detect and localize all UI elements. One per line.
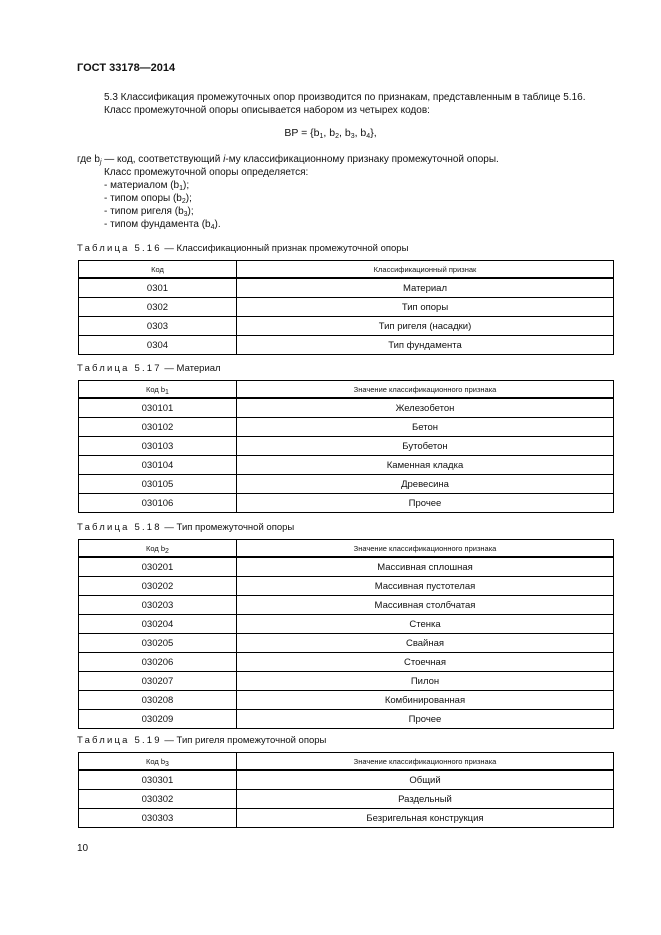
code-cell: 030207 — [79, 672, 237, 691]
code-cell: 030204 — [79, 615, 237, 634]
column-header-code: Код — [79, 261, 237, 279]
value-cell: Массивная пустотелая — [237, 577, 614, 596]
table-caption: Таблица 5.18 — Тип промежуточной опоры — [77, 522, 295, 533]
code-cell: 030105 — [79, 475, 237, 494]
code-cell: 030206 — [79, 653, 237, 672]
classification-table — [78, 260, 614, 355]
value-cell: Массивная столбчатая — [237, 596, 614, 615]
table-row — [79, 634, 614, 653]
code-cell: 0304 — [79, 336, 237, 355]
table-caption: Таблица 5.17 — Материал — [77, 363, 221, 374]
bullet-item: - типом опоры $(b_2)$; — [104, 193, 192, 205]
column-header-value: Значение классификационного признака — [237, 540, 614, 558]
code-cell: 030302 — [79, 790, 237, 809]
bullet-item: - типом фундамента $(b_4)$. — [104, 219, 221, 231]
code-cell: 030203 — [79, 596, 237, 615]
value-cell: Тип опоры — [237, 298, 614, 317]
bullet-item: - типом ригеля $(b_3)$; — [104, 206, 194, 218]
value-cell: Безригельная конструкция — [237, 809, 614, 828]
table-row — [79, 475, 614, 494]
value-cell: Материал — [237, 278, 614, 298]
document-header: ГОСТ 33178—2014 — [77, 62, 176, 74]
code-cell: 030101 — [79, 398, 237, 418]
column-header-value: Значение классификационного признака — [237, 753, 614, 771]
value-cell: Древесина — [237, 475, 614, 494]
code-cell: 030102 — [79, 418, 237, 437]
intro-line-1: 5.3 Классификация промежуточных опор производится по признакам, представленным в таблице 5.16. — [104, 92, 586, 103]
value-cell: Тип фундамента — [237, 336, 614, 355]
table-row — [79, 557, 614, 577]
table-header-row — [79, 381, 614, 399]
class-formula: BP = {$b_1$, $b_2$, $b_3$, $b_4$}, — [284, 127, 377, 140]
table-row — [79, 710, 614, 729]
table-row — [79, 278, 614, 298]
table-row — [79, 298, 614, 317]
value-cell: Раздельный — [237, 790, 614, 809]
table-row — [79, 418, 614, 437]
column-header-code: Код $b_3$ — [79, 753, 237, 771]
bullet-item: - материалом $(b_1)$; — [104, 180, 190, 192]
table-header-row — [79, 540, 614, 558]
code-cell: 030208 — [79, 691, 237, 710]
table-row — [79, 336, 614, 355]
table-row — [79, 398, 614, 418]
column-header-code: Код $b_1$ — [79, 381, 237, 399]
value-cell: Массивная сплошная — [237, 557, 614, 577]
table-header-row — [79, 753, 614, 771]
value-cell: Железобетон — [237, 398, 614, 418]
material-table — [78, 380, 614, 513]
code-cell: 030106 — [79, 494, 237, 513]
value-cell: Бутобетон — [237, 437, 614, 456]
table-row — [79, 615, 614, 634]
code-cell: 030209 — [79, 710, 237, 729]
code-cell: 030104 — [79, 456, 237, 475]
value-cell: Тип ригеля (насадки) — [237, 317, 614, 336]
code-cell: 030301 — [79, 770, 237, 790]
table-row — [79, 494, 614, 513]
code-cell: 030205 — [79, 634, 237, 653]
table-row — [79, 790, 614, 809]
table-row — [79, 596, 614, 615]
table-caption: Таблица 5.19 — Тип ригеля промежуточной опоры — [77, 735, 327, 746]
table-row — [79, 317, 614, 336]
code-cell: 0301 — [79, 278, 237, 298]
code-cell: 0302 — [79, 298, 237, 317]
table-row — [79, 577, 614, 596]
value-cell: Общий — [237, 770, 614, 790]
value-cell: Прочее — [237, 494, 614, 513]
code-cell: 030202 — [79, 577, 237, 596]
column-header-value: Классификационный признак — [237, 261, 614, 279]
column-header-value: Значение классификационного признака — [237, 381, 614, 399]
page-number: 10 — [77, 843, 89, 854]
code-cell: 0303 — [79, 317, 237, 336]
table-caption: Таблица 5.16 — Классификационный признак промежуточной опоры — [77, 243, 409, 254]
code-cell: 030201 — [79, 557, 237, 577]
table-row — [79, 672, 614, 691]
crossbeam-type-table — [78, 752, 614, 828]
value-cell: Комбинированная — [237, 691, 614, 710]
value-cell: Бетон — [237, 418, 614, 437]
table-row — [79, 653, 614, 672]
class-line: Класс промежуточной опоры определяется: — [104, 167, 309, 178]
pier-type-table — [78, 539, 614, 729]
column-header-code: Код $b_2$ — [79, 540, 237, 558]
intro-line-2: Класс промежуточной опоры описывается набором из четырех кодов: — [104, 105, 430, 116]
where-line: где $b_j$ — код, соответствующий i-му классификационному признаку промежуточной опоры. — [77, 154, 499, 166]
table-row — [79, 456, 614, 475]
table-header-row — [79, 261, 614, 279]
table-row — [79, 809, 614, 828]
value-cell: Стоечная — [237, 653, 614, 672]
value-cell: Свайная — [237, 634, 614, 653]
value-cell: Пилон — [237, 672, 614, 691]
code-cell: 030303 — [79, 809, 237, 828]
value-cell: Каменная кладка — [237, 456, 614, 475]
table-row — [79, 770, 614, 790]
code-cell: 030103 — [79, 437, 237, 456]
table-row — [79, 691, 614, 710]
table-row — [79, 437, 614, 456]
value-cell: Прочее — [237, 710, 614, 729]
value-cell: Стенка — [237, 615, 614, 634]
